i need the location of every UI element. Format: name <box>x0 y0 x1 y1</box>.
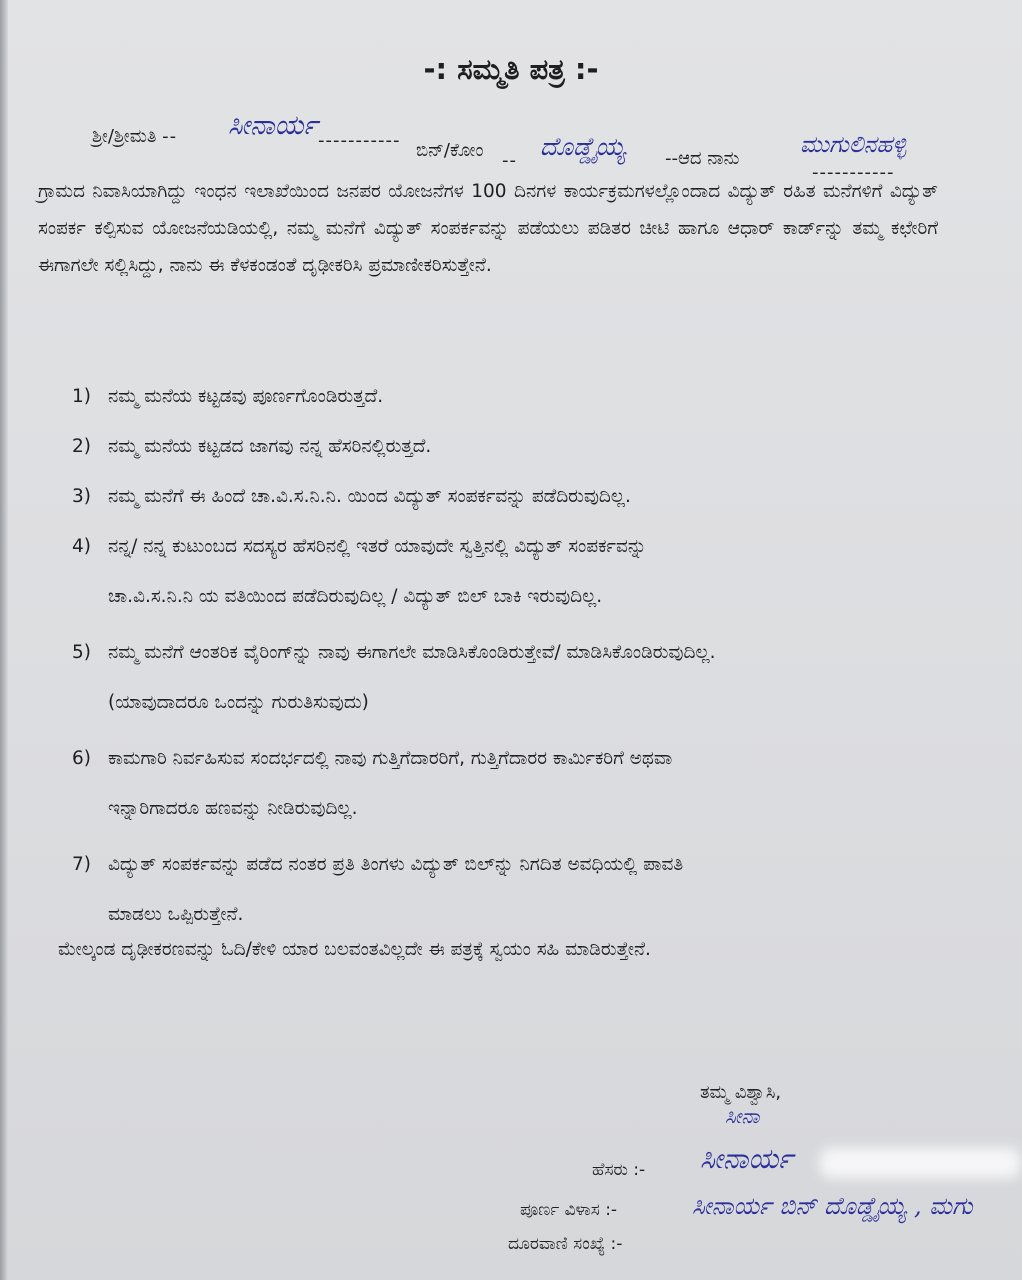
item-continuation: ಇನ್ನಾರಿಗಾದರೂ ಹಣವನ್ನು ನೀಡಿರುವುದಿಲ್ಲ. <box>108 798 358 819</box>
salutation-line: ಶ್ರೀ/ಶ್ರೀಮತಿ -- <box>92 126 178 147</box>
name-field-value: ಸೀನಾರ್ಯ <box>700 1142 793 1175</box>
signature-label: ತಮ್ಮ ವಿಶ್ವಾಸಿ, <box>700 1082 782 1103</box>
applicant-name-handwritten: ಸೀನಾರ್ಯ <box>228 110 318 141</box>
page-edge-shadow <box>0 0 8 1280</box>
body-paragraph: ಗ್ರಾಮದ ನಿವಾಸಿಯಾಗಿದ್ದು ಇಂಧನ ಇಲಾಖೆಯಿಂದ ಜನಪರ ಯೋಜನೆಗಳ 100 ದಿನಗಳ ಕಾರ್ಯಕ್ರಮಗಳಲ್ಲೊಂದಾದ ವಿದ್ಯುತ್ ರಹಿತ ಮನೆಗಳಿಗೆ ವಿದ್ಯುತ್ ಸಂಪರ್ಕ ಕಲ್ಪಿಸುವ ಯೋಜನೆಯಡಿಯಲ್ಲಿ, ನಮ್ಮ ಮನೆಗೆ ವಿದ್ಯುತ್ ಸಂಪರ್ಕವನ್ನು ಪಡೆಯಲು ಪಡಿತರ ಚೀಟಿ ಹಾಗೂ ಆಧಾರ್ ಕಾರ್ಡ್‌ನ್ನು ತಮ್ಮ ಕಛೇರಿಗೆ ಈಗಾಗಲೇ ಸಲ್ಲಿಸಿದ್ದು, ನಾನು ಈ ಕೆಳಕಂಡಂತೆ ದೃಢೀಕರಿಸಿ ಪ್ರಮಾಣೀಕರಿಸುತ್ತೇನೆ. <box>38 181 938 276</box>
list-item <box>60 472 950 522</box>
list-item <box>60 628 950 728</box>
item-number: 2) <box>72 436 91 457</box>
item-text: ನಮ್ಮ ಮನೆಗೆ ಆಂತರಿಕ ವೈರಿಂಗ್‌ನ್ನು ನಾವು ಈಗಾಗಲೇ ಮಾಡಿಸಿಕೊಂಡಿರುತ್ತೇವೆ/ ಮಾಡಿಸಿಕೊಂಡಿರುವುದಿಲ್ಲ. <box>108 642 716 663</box>
item-text: ನಮ್ಮ ಮನೆಗೆ ಈ ಹಿಂದೆ ಚಾ.ವಿ.ಸ.ನಿ.ನಿ. ಯಿಂದ ವಿದ್ಯುತ್ ಸಂಪರ್ಕವನ್ನು ಪಡೆದಿರುವುದಿಲ್ಲ. <box>108 486 631 507</box>
item-text: ವಿದ್ಯುತ್ ಸಂಪರ್ಕವನ್ನು ಪಡೆದ ನಂತರ ಪ್ರತಿ ತಿಂಗಳು ವಿದ್ಯುತ್ ಬಿಲ್‌ನ್ನು ನಿಗದಿತ ಅವಧಿಯಲ್ಲಿ ಪಾವತಿ <box>108 854 684 875</box>
declaration-list <box>60 372 950 946</box>
item-continuation: ಮಾಡಲು ಒಪ್ಪಿರುತ್ತೇನೆ. <box>108 904 244 925</box>
phone-field-label: ದೂರವಾಣಿ ಸಂಖ್ಯೆ :- <box>508 1234 623 1254</box>
list-item <box>60 840 950 940</box>
item-text: ಕಾಮಗಾರಿ ನಿರ್ವಹಿಸುವ ಸಂದರ್ಭದಲ್ಲಿ ನಾವು ಗುತ್ತಿಗೆದಾರರಿಗೆ, ಗುತ್ತಿಗೆದಾರರ ಕಾರ್ಮಿಕರಿಗೆ ಅಥವಾ <box>108 748 673 769</box>
item-text: ನಮ್ಮ ಮನೆಯ ಕಟ್ಟಡದ ಜಾಗವು ನನ್ನ ಹೆಸರಿನಲ್ಲಿರುತ್ತದೆ. <box>108 436 432 457</box>
signature-initials: ಸೀನಾ <box>725 1104 760 1128</box>
list-item <box>60 372 950 422</box>
consent-letter-page: -: ಸಮ್ಮತಿ ಪತ್ರ :- ಶ್ರೀ/ಶ್ರೀಮತಿ -- ಸೀನಾರ್ಯ ----------- ಬಿನ್/ಕೋಂ -- ದೊಡ್ಡೈಯ್ಯ --ಆದ ನಾನು ----------- ಮುಗುಲಿನಹಳ್ಳಿ ಗ್ರಾಮದ ನಿವಾಸಿಯಾಗಿದ್ದು ಇಂಧನ ಇಲಾಖೆಯಿಂದ ಜನಪರ ಯೋಜನೆಗಳ 100 ದಿನಗಳ ಕಾರ್ಯಕ್ರಮಗಳಲ್ಲೊಂದಾದ ವಿದ್ಯುತ್ ರಹಿತ ಮನೆಗಳಿಗೆ ವಿದ್ಯುತ್ ಸಂಪರ್ಕ ಕಲ್ಪಿಸುವ ಯೋಜನೆಯಡಿಯಲ್ಲಿ, ನಮ್ಮ ಮನೆಗೆ ವಿದ್ಯುತ್ ಸಂಪರ್ಕವನ್ನು ಪಡೆಯಲು ಪಡಿತರ ಚೀಟಿ ಹಾಗೂ ಆಧಾರ್ ಕಾರ್ಡ್‌ನ್ನು ತಮ್ಮ ಕಛೇರಿಗೆ ಈಗಾಗಲೇ ಸಲ್ಲಿಸಿದ್ದು, ನಾನು ಈ ಕೆಳಕಂಡಂತೆ ದೃಢೀಕರಿಸಿ ಪ್ರಮಾಣೀಕರಿಸುತ್ತೇನೆ. 1) ನಮ್ಮ ಮನೆಯ ಕಟ್ಟಡವು ಪೂರ್ಣಗೊಂಡಿರುತ್ತದೆ. 2) ನಮ್ಮ ಮನೆಯ ಕಟ್ಟಡದ ಜಾಗವು ನನ್ನ ಹೆಸರಿನಲ್ಲಿರುತ್ತದೆ. 3) ನಮ್ಮ ಮನೆಗೆ ಈ ಹಿಂದೆ ಚಾ.ವಿ.ಸ.ನಿ.ನಿ. ಯಿಂದ ವಿದ್ಯುತ್ ಸಂಪರ್ಕವನ್ನು ಪಡೆದಿರುವುದಿಲ್ಲ. 4) ನನ್ನ/ ನನ್ನ ಕುಟುಂಬದ ಸದಸ್ಯರ ಹೆಸರಿನಲ್ಲಿ ಇತರೆ ಯಾವುದೇ ಸ್ವತ್ತಿನಲ್ಲಿ ವಿದ್ಯುತ್ ಸಂಪರ್ಕವನ್ನು ಚಾ.ವಿ.ಸ.ನಿ.ನಿ ಯ ವತಿಯಿಂದ ಪಡೆದಿರುವುದಿಲ್ಲ / ವಿದ್ಯುತ್ ಬಿಲ್ ಬಾಕಿ ಇರುವುದಿಲ್ಲ. 5) ನಮ್ಮ ಮನೆಗೆ ಆಂತರಿಕ ವೈರಿಂಗ್‌ನ್ನು ನಾವು ಈಗಾಗಲೇ ಮಾಡಿಸಿಕೊಂಡಿರುತ್ತೇವೆ/ ಮಾಡಿಸಿಕೊಂಡಿರುವುದಿಲ್ಲ. (ಯಾವುದಾದರೂ ಒಂದನ್ನು ಗುರುತಿಸುವುದು) 6) ಕಾಮಗಾರಿ ನಿರ್ವಹಿಸುವ ಸಂದರ್ಭದಲ್ಲಿ ನಾವು ಗುತ್ತಿಗೆದಾರರಿಗೆ, ಗುತ್ತಿಗೆದಾರರ ಕಾರ್ಮಿಕರಿಗೆ ಅಥವಾ ಇನ್ನಾರಿಗಾದರೂ ಹಣವನ್ನು ನೀಡಿರುವುದಿಲ್ಲ. 7) ವಿದ್ಯುತ್ ಸಂಪರ್ಕವನ್ನು ಪಡೆದ ನಂತರ ಪ್ರತಿ ತಿಂಗಳು ವಿದ್ಯುತ್ ಬಿಲ್‌ನ್ನು ನಿಗದಿತ ಅವಧಿಯಲ್ಲಿ ಪಾವತಿ ಮಾಡಲು ಒಪ್ಪಿರುತ್ತೇನೆ. ಮೇಲ್ಕಂಡ ದೃಢೀಕರಣವನ್ನು ಓದಿ/ಕೇಳಿ ಯಾರ ಬಲವಂತವಿಲ್ಲದೇ ಈ ಪತ್ರಕ್ಕೆ ಸ್ವಯಂ ಸಹಿ ಮಾಡಿರುತ್ತೇನೆ. ತಮ್ಮ ವಿಶ್ವಾಸಿ, ಸೀನಾ ಹೆಸರು :- ಸೀನಾರ್ಯ ಪೂರ್ಣ ವಿಳಾಸ :- ಸೀನಾರ್ಯ ಬಿನ್ ದೊಡ್ಡೈಯ್ಯ , ಮಗು ದೂರವಾಣಿ ಸಂಖ್ಯೆ :- <box>0 0 1022 1280</box>
item-number: 6) <box>72 748 91 769</box>
list-item <box>60 522 950 622</box>
item-number: 1) <box>72 386 91 407</box>
item-number: 5) <box>72 642 91 663</box>
list-item <box>60 422 950 472</box>
village-name-handwritten: ಮುಗುಲಿನಹಳ್ಳಿ <box>800 132 907 158</box>
address-field-value: ಸೀನಾರ್ಯ ಬಿನ್ ದೊಡ್ಡೈಯ್ಯ , ಮಗು <box>692 1192 973 1220</box>
name-field-label: ಹೆಸರು :- <box>592 1160 646 1180</box>
ada-naanu-label: --ಆದ ನಾನು <box>665 148 740 169</box>
item-continuation: (ಯಾವುದಾದರೂ ಒಂದನ್ನು ಗುರುತಿಸುವುದು) <box>108 692 369 713</box>
closing-statement: ಮೇಲ್ಕಂಡ ದೃಢೀಕರಣವನ್ನು ಓದಿ/ಕೇಳಿ ಯಾರ ಬಲವಂತವಿಲ್ಲದೇ ಈ ಪತ್ರಕ್ಕೆ ಸ್ವಯಂ ಸಹಿ ಮಾಡಿರುತ್ತೇನೆ. <box>58 939 651 960</box>
salutation-label: ಶ್ರೀ/ಶ್ರೀಮತಿ <box>92 126 157 147</box>
item-number: 4) <box>72 536 91 557</box>
village-dash: ----------- <box>812 162 895 183</box>
item-number: 7) <box>72 854 91 875</box>
item-text: ನನ್ನ/ ನನ್ನ ಕುಟುಂಬದ ಸದಸ್ಯರ ಹೆಸರಿನಲ್ಲಿ ಇತರೆ ಯಾವುದೇ ಸ್ವತ್ತಿನಲ್ಲಿ ವಿದ್ಯುತ್ ಸಂಪರ್ಕವನ್ನು <box>108 536 647 557</box>
item-text: ನಮ್ಮ ಮನೆಯ ಕಟ್ಟಡವು ಪೂರ್ಣಗೊಂಡಿರುತ್ತದೆ. <box>108 386 384 407</box>
name-dash: ----------- <box>318 130 401 151</box>
redaction-blur <box>820 1148 1020 1178</box>
item-continuation: ಚಾ.ವಿ.ಸ.ನಿ.ನಿ ಯ ವತಿಯಿಂದ ಪಡೆದಿರುವುದಿಲ್ಲ / ವಿದ್ಯುತ್ ಬಿಲ್ ಬಾಕಿ ಇರುವುದಿಲ್ಲ. <box>108 586 603 607</box>
relation-name-handwritten: ದೊಡ್ಡೈಯ್ಯ <box>540 132 626 161</box>
list-item <box>60 734 950 834</box>
item-number: 3) <box>72 486 91 507</box>
relation-label: ಬಿನ್/ಕೋಂ <box>416 140 484 161</box>
letter-title: -: ಸಮ್ಮತಿ ಪತ್ರ :- <box>423 52 599 86</box>
address-field-label: ಪೂರ್ಣ ವಿಳಾಸ :- <box>520 1200 618 1220</box>
